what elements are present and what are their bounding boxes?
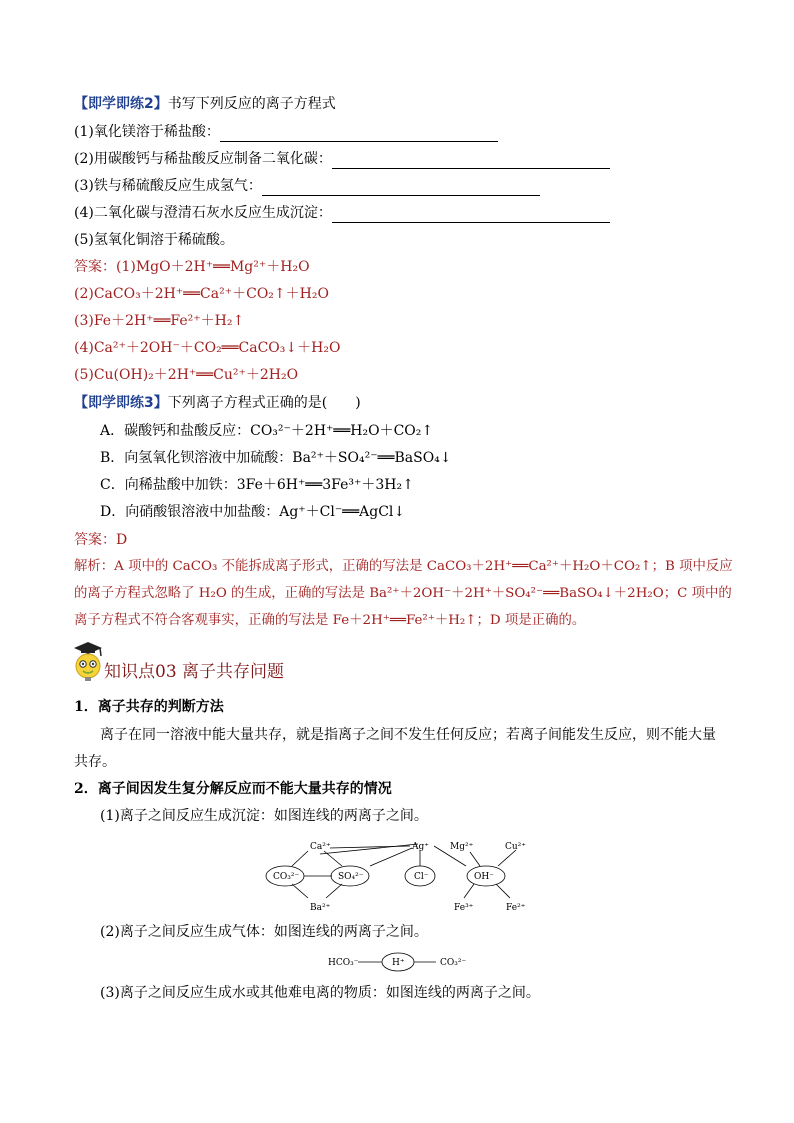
question-2-text: (2)用碳酸钙与稀盐酸反应制备二氧化碳： [74,151,332,167]
mg-ion: Mg²⁺ [450,842,474,852]
subheading-1: 1．离子共存的判断方法 [74,699,224,715]
ag-ion: Ag⁺ [412,842,430,852]
ca-ion: Ca²⁺ [310,842,331,852]
question-2 [74,149,610,169]
answer-blank-4[interactable] [332,208,610,223]
answer-2: (2)CaCO₃＋2H⁺══Ca²⁺＋CO₂↑＋H₂O [74,286,329,302]
practice3-title [74,393,361,413]
practice3-question: 下列离子方程式正确的是( ) [167,395,361,411]
answer-1-text: (1)MgO＋2H⁺══Mg²⁺＋H₂O [116,259,310,275]
answer-label: 答案： [74,259,116,275]
hydroxide-ion: OH⁻ [474,872,494,882]
answer-blank-3[interactable] [262,181,540,196]
hydrogen-ion: H⁺ [392,958,405,968]
answer-1 [74,257,310,277]
question-4-text: (4)二氧化碳与澄清石灰水反应生成沉淀： [74,205,332,221]
carbonate-ion: CO₃²⁻ [273,872,300,882]
practice2-tag: 【即学即练2】 [74,96,168,112]
subheading-2: 2．离子间因发生复分解反应而不能大量共存的情况 [74,781,392,797]
bicarbonate-ion: HCO₃⁻ [328,958,359,968]
option-b: B．向氢氧化钡溶液中加硫酸：Ba²⁺＋SO₄²⁻══BaSO₄↓ [100,450,452,466]
sub-item-2: (2)离子之间反应生成气体：如图连线的两离子之间。 [100,924,428,940]
sulfate-ion: SO₄²⁻ [338,872,364,882]
chloride-ion: Cl⁻ [414,872,429,882]
question-3-text: (3)铁与稀硫酸反应生成氢气： [74,178,262,194]
practice3-tag: 【即学即练3】 [74,395,168,411]
paragraph-1b: 共存。 [74,754,116,770]
analysis-line-2: 的离子方程式忽略了 H₂O 的生成，正确的写法是 Ba²⁺＋2OH⁻＋2H⁺＋SO₄²⁻══BaSO₄↓＋2H₂O；C 项中的 [74,586,732,601]
analysis-line-1: 解析：A 项中的 CaCO₃ 不能拆成离子形式，正确的写法是 CaCO₃＋2H⁺══Ca²⁺＋H₂O＋CO₂↑；B 项中反应 [74,559,733,574]
practice2-instruction: 书写下列反应的离子方程式 [167,96,336,112]
precipitation-diagram [260,836,550,916]
fe2-ion: Fe²⁺ [506,903,526,913]
paragraph-1a: 离子在同一溶液中能大量共存，就是指离子之间不发生任何反应；若离子间能发生反应，则不能大量 [100,727,716,743]
analysis-line-3: 离子方程式不符合客观事实，正确的写法是 Fe＋2H⁺══Fe²⁺＋H₂↑；D 项是正确的。 [74,613,586,628]
question-1-text: (1)氧化镁溶于稀盐酸： [74,124,220,140]
sub-item-3: (3)离子之间反应生成水或其他难电离的物质：如图连线的两离子之间。 [100,985,540,1001]
option-d: D．向硝酸银溶液中加盐酸：Ag⁺＋Cl⁻══AgCl↓ [100,504,406,520]
answer-blank-1[interactable] [220,127,498,142]
section-title: 知识点03 离子共存问题 [104,662,285,682]
sub-item-1: (1)离子之间反应生成沉淀：如图连线的两离子之间。 [100,808,428,824]
option-a: A．碳酸钙和盐酸反应：CO₃²⁻＋2H⁺══H₂O＋CO₂↑ [100,423,434,439]
cu-ion: Cu²⁺ [505,842,527,852]
question-5: (5)氢氧化铜溶于稀硫酸。 [74,232,234,248]
answer-4: (4)Ca²⁺＋2OH⁻＋CO₂══CaCO₃↓＋H₂O [74,340,341,356]
answer-5: (5)Cu(OH)₂＋2H⁺══Cu²⁺＋2H₂O [74,367,299,383]
question-4 [74,203,610,223]
question-3 [74,176,540,196]
answer-blank-2[interactable] [332,154,610,169]
ba-ion: Ba²⁺ [310,903,331,913]
answer-3: (3)Fe＋2H⁺══Fe²⁺＋H₂↑ [74,313,245,329]
mascot-icon [70,640,106,682]
practice2-title [74,94,336,114]
gas-diagram [328,950,468,974]
fe3-ion: Fe³⁺ [454,903,474,913]
practice3-answer: 答案：D [74,532,128,548]
question-1 [74,122,498,142]
option-c: C．向稀盐酸中加铁：3Fe＋6H⁺══3Fe³⁺＋3H₂↑ [100,477,414,493]
carbonate-ion-2: CO₃²⁻ [440,958,467,968]
